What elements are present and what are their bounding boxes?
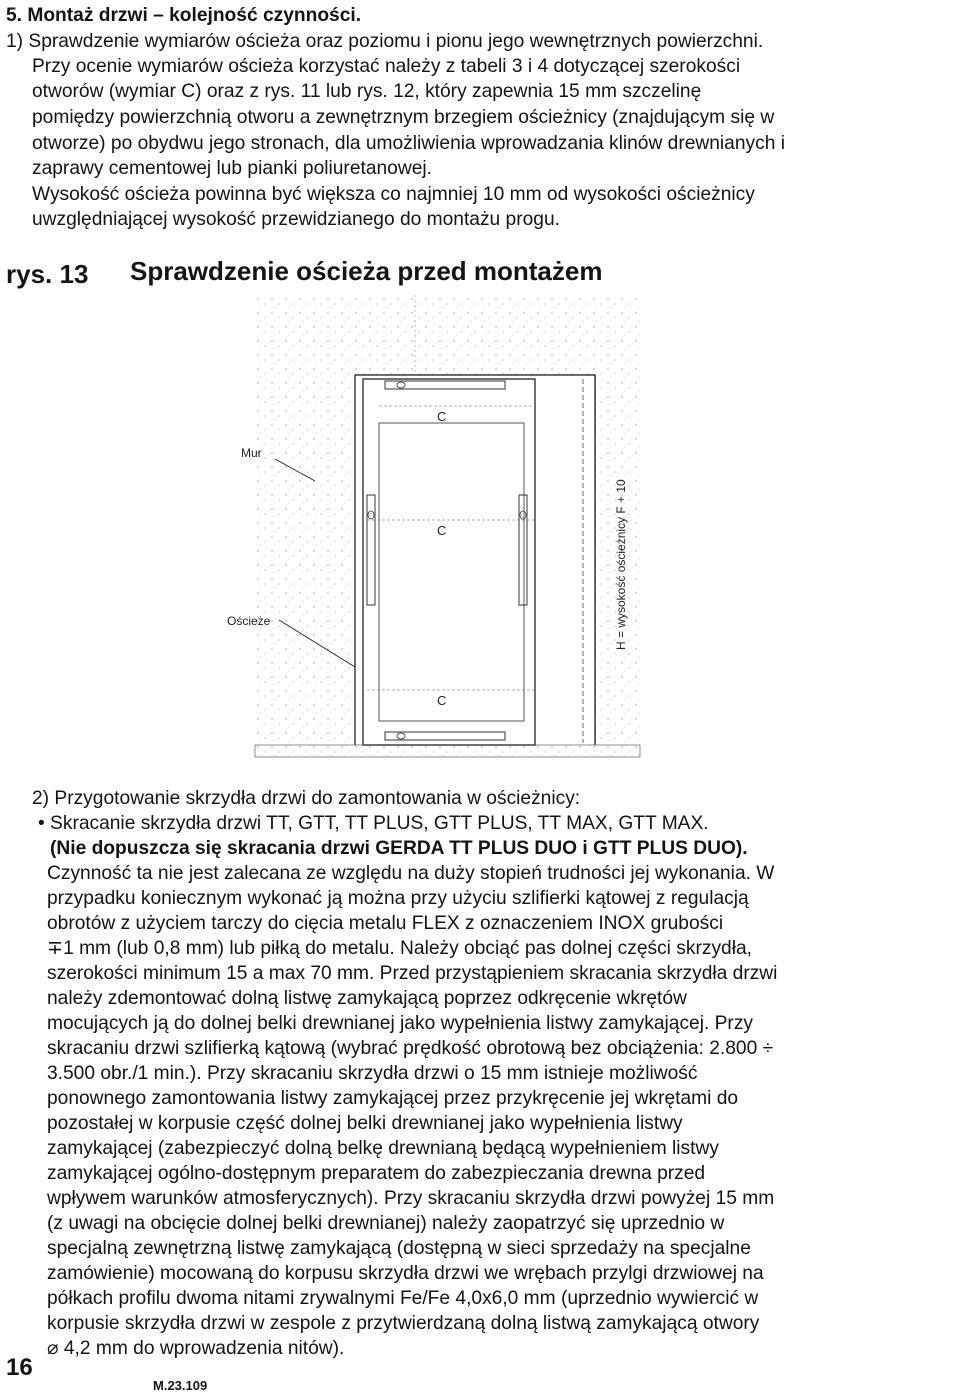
step2-line: przypadku koniecznym wykonać ją można przy użyciu szlifierki kątowej z regulacją — [47, 888, 749, 909]
floor-band — [255, 745, 640, 757]
step2-line: ⌀ 4,2 mm do wprowadzenia nitów). — [47, 1338, 345, 1359]
step2-heading: 2) Przygotowanie skrzydła drzwi do zamontowania w ościeżnicy: — [32, 788, 581, 809]
step1-line: pomiędzy powierzchnią otworu a zewnętrznym brzegiem ościeżnicy (znajdującym się w — [32, 107, 775, 128]
step2-line: 3.500 obr./1 min.). Przy skracaniu skrzydła drzwi o 15 mm istnieje możliwość — [47, 1063, 698, 1084]
label-c-middle: C — [437, 523, 447, 538]
step2-line: skracaniu drzwi szlifierką kątową (wybrać prędkość obrotową bez obciążenia: 2.800 ÷ — [47, 1038, 774, 1059]
step1-line: 1) Sprawdzenie wymiarów ościeża oraz poziomu i pionu jego wewnętrznych powierzchni. — [6, 31, 764, 52]
step1-line: Przy ocenie wymiarów ościeża korzystać należy z tabeli 3 i 4 dotyczącej szerokości — [32, 56, 741, 77]
step2-line: należy zdemontować dolną listwę zamykającą poprzez odkręcenie wkrętów — [47, 988, 687, 1009]
step2-line: specjalną zewnętrzną listwę zamykającą (dostępną w sieci sprzedaży na specjalne — [47, 1238, 751, 1259]
label-wall: Mur — [241, 446, 262, 460]
step2-line: zamykającej (zabezpieczyć dolną belkę drewnianą będącą wypełnieniem listwy — [47, 1138, 719, 1159]
step2-line: ponownego zamontowania listwy zamykającej przez przykręcenie jej wkrętami do — [47, 1088, 739, 1109]
doc-code: M.23.109 — [153, 1378, 208, 1393]
door-opening-diagram — [227, 295, 640, 785]
step2-bullet: • Skracanie skrzydła drzwi TT, GTT, TT PLUS, GTT PLUS, TT MAX, GTT MAX. — [38, 813, 709, 834]
step1-line: otworze) po obydwu jego stronach, dla umożliwienia wprowadzania klinów drewnianych i — [32, 133, 785, 154]
section-heading: 5. Montaż drzwi – kolejność czynności. — [6, 5, 362, 26]
step2-line: ∓1 mm (lub 0,8 mm) lub piłką do metalu. Należy obciąć pas dolnej części skrzydła, — [47, 938, 752, 959]
step2-line: zamówienie) mocowaną do korpusu skrzydła drzwi we wrębach przylgi drzwiowej na — [47, 1263, 764, 1284]
step2-line: Czynność ta nie jest zalecana ze względu na duży stopień trudności jej wykonania. W — [47, 863, 775, 884]
step1-line: Wysokość ościeża powinna być większa co najmniej 10 mm od wysokości ościeżnicy — [32, 184, 755, 205]
step2-line: wpływem warunków atmosferycznych). Przy skracaniu skrzydła drzwi powyżej 15 mm — [47, 1188, 775, 1209]
label-c-top: C — [437, 409, 447, 424]
step1-line: zaprawy cementowej lub pianki poliuretanowej. — [32, 158, 432, 179]
step2-line: korpusie skrzydła drzwi w zespole z przytwierdzaną dolną listwą zamykającą otwory — [47, 1313, 760, 1334]
label-height: H = wysokość ościeżnicy F + 10 — [614, 479, 628, 650]
page-number: 16 — [6, 1354, 33, 1381]
label-c-bottom: C — [437, 693, 447, 708]
step1-line: otworów (wymiar C) oraz z rys. 11 lub rys. 12, który zapewnia 15 mm szczelinę — [32, 81, 702, 102]
step2-line: pozostałej w korpusie część dolnej belki drewnianej jako wypełnienia listwy — [47, 1113, 683, 1134]
figure-title: Sprawdzenie ościeża przed montażem — [130, 256, 603, 286]
step2-line: (z uwagi na obcięcie dolnej belki drewnianej) należy zaopatrzyć się uprzednio w — [47, 1213, 725, 1234]
label-opening: Ościeże — [227, 614, 271, 628]
step1-line: uwzględniającej wysokość przewidzianego do montażu progu. — [32, 209, 560, 230]
step2-line: obrotów z użyciem tarczy do cięcia metalu FLEX z oznaczeniem INOX grubości — [47, 913, 724, 934]
step2-line: zamykającej ogólno-dostępnym preparatem do zabezpieczania drewna przed — [47, 1163, 706, 1184]
figure-number: rys. 13 — [6, 259, 89, 289]
step2-warning: (Nie dopuszcza się skracania drzwi GERDA TT PLUS DUO i GTT PLUS DUO). — [50, 838, 748, 859]
step2-line: półkach profilu dwoma nitami zrywalnymi Fe/Fe 4,0x6,0 mm (uprzednio wywiercić w — [47, 1288, 759, 1309]
step2-line: mocujących ją do dolnej belki drewnianej jako wypełnienia listwy zamykającej. Przy — [47, 1013, 754, 1034]
step2-line: szerokości minimum 15 a max 70 mm. Przed przystąpieniem skracania skrzydła drzwi — [47, 963, 778, 984]
